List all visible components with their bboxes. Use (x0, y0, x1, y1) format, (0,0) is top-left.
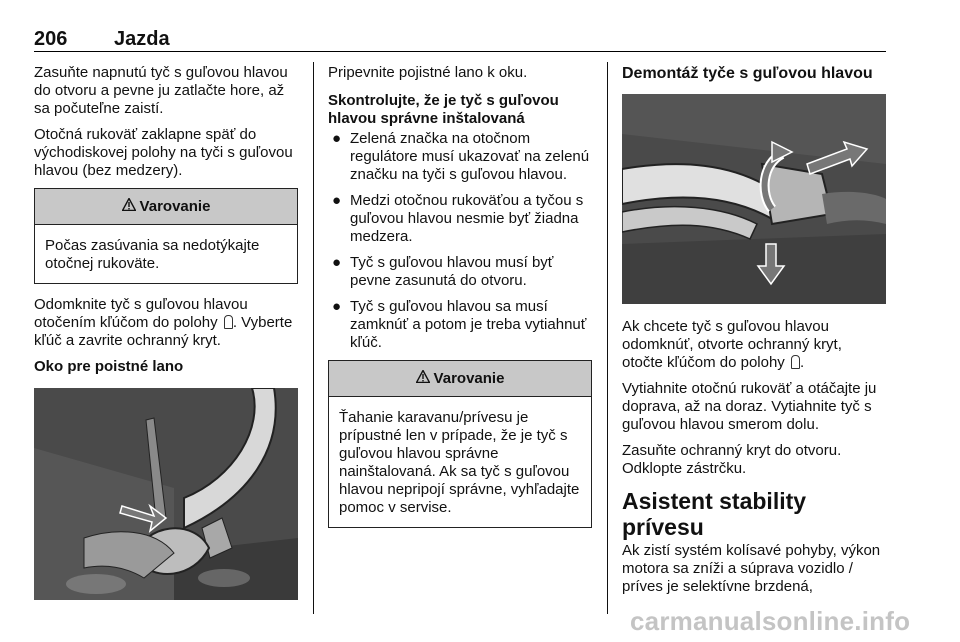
paragraph-text: . Vyberte kľúč a zavrite ochranný kryt. (34, 314, 293, 349)
paragraph-text: . (799, 354, 805, 371)
warning-triangle-icon (416, 370, 430, 387)
paragraph-text: Ak chcete tyč s guľovou hlavou odomknúť, otvorte ochranný kryt, otočte kľúčom do polohy (622, 318, 842, 371)
list-item-text: Zelená značka na otočnom regulátore musí ukazovať na zelenú značku na tyči s guľovou hlavou. (350, 130, 590, 183)
page-header (34, 28, 886, 52)
column-1 (34, 64, 298, 600)
subheading: Oko pre poistné lano (34, 358, 184, 375)
key-position-icon (224, 315, 233, 329)
paragraph: Otočná rukoväť zaklapne späť do východiskovej polohy na tyči s guľovou hlavou (bez medzery). (34, 126, 293, 179)
list-item-text: Tyč s guľovou hlavou sa musí zamknúť a potom je treba vytiahnuť kľúč. (350, 298, 587, 351)
page-number: 206 (34, 28, 68, 50)
paragraph: Pripevnite pojistné lano k oku. (328, 64, 528, 81)
ball-bar-removal-illustration (622, 94, 886, 304)
section-heading: Asistent stability prívesu (622, 488, 807, 540)
column-2 (328, 64, 592, 540)
list-item-text: Tyč s guľovou hlavou musí byť pevne zasunutá do otvoru. (350, 254, 554, 289)
paragraph: Zasuňte napnutú tyč s guľovou hlavou do otvoru a pevne ju zatlačte hore, až sa počuteľne zaistí. (34, 64, 288, 117)
paragraph: Vytiahnite otočnú rukoväť a otáčajte ju doprava, až na doraz. Vytiahnite tyč s guľovou hlavou smerom dolu. (622, 380, 877, 433)
paragraph (622, 318, 886, 372)
warning-box (34, 188, 298, 284)
key-position-icon (791, 355, 800, 369)
column-3 (622, 64, 886, 604)
list-item: ● Medzi otočnou rukoväťou a tyčou s guľovou hlavou nesmie byť žiadna medzera. (332, 192, 584, 245)
watermark: carmanualsonline.info (630, 606, 911, 636)
paragraph: Ak zistí systém kolísavé pohyby, výkon motora sa zníži a súprava vozidlo / príves je selektívne brzdená, (622, 542, 881, 595)
checklist (328, 130, 592, 352)
warning-triangle-icon (122, 198, 136, 215)
list-item: ● Tyč s guľovou hlavou sa musí zamknúť a potom je treba vytiahnuť kľúč. (332, 298, 587, 351)
safety-cable-eye-illustration (34, 388, 298, 600)
subheading: Skontrolujte, že je tyč s guľovou hlavou správne inštalovaná (328, 92, 559, 127)
warning-header (329, 361, 591, 397)
warning-header (35, 189, 297, 225)
subheading: Demontáž tyče s guľovou hlavou (622, 65, 873, 82)
list-item-text: Medzi otočnou rukoväťou a tyčou s guľovou hlavou nesmie byť žiadna medzera. (350, 192, 584, 245)
section-title: Jazda (114, 28, 170, 50)
list-item: ● Zelená značka na otočnom regulátore musí ukazovať na zelenú značku na tyči s guľovou hlavou. (332, 130, 590, 183)
list-item: ● Tyč s guľovou hlavou musí byť pevne zasunutá do otvoru. (332, 254, 554, 289)
paragraph (34, 296, 298, 350)
column-divider (607, 62, 608, 614)
warning-title: Varovanie (139, 198, 211, 215)
warning-title: Varovanie (433, 370, 505, 387)
warning-text: Počas zasúvania sa nedotýkajte otočnej rukoväte. (45, 237, 260, 272)
warning-text: Ťahanie karavanu/prívesu je prípustné len v prípade, že je tyč s guľovou hlavou správne nainštalovaná. Ak sa tyč s guľovou hlavou nepripojí správne, vyhľadajte pomoc v servise. (339, 409, 580, 516)
paragraph-text: Odomknite tyč s guľovou hlavou otočením kľúčom do polohy (34, 296, 248, 331)
paragraph: Zasuňte ochranný kryt do otvoru. Odklopte zástrčku. (622, 442, 842, 477)
warning-box (328, 360, 592, 528)
column-divider (313, 62, 314, 614)
